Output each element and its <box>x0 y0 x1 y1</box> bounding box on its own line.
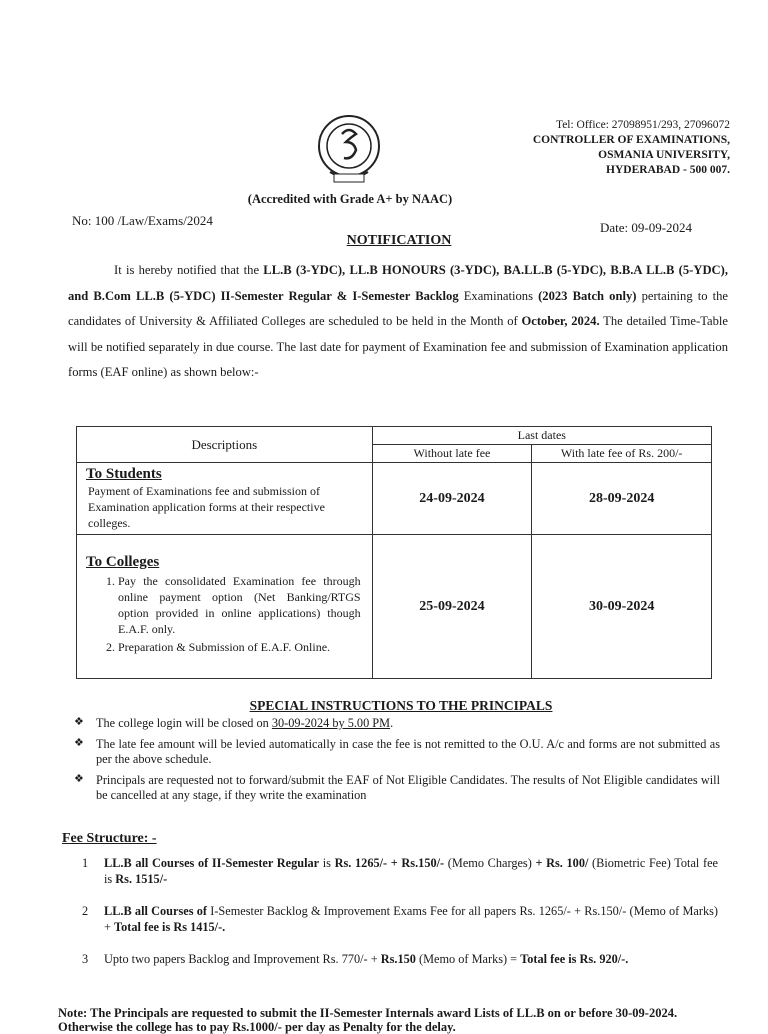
contact-block <box>533 118 730 178</box>
fee-item-number: 2 <box>82 904 89 918</box>
contact-city: HYDERABAD - 500 007. <box>606 164 730 176</box>
intro-text-1: It is hereby notified that the <box>114 263 264 277</box>
col-last-dates: Last dates <box>372 427 711 445</box>
fee-item-1-amount: Rs. 1265/- + Rs.150/- <box>334 856 445 870</box>
university-logo <box>316 112 382 188</box>
accreditation: (Accredited with Grade A+ by NAAC) <box>247 192 453 206</box>
instruction-item <box>74 773 720 803</box>
special-instructions-title: SPECIAL INSTRUCTIONS TO THE PRINCIPALS <box>249 698 553 713</box>
fee-item-2-course: LL.B all Courses of <box>104 904 207 918</box>
note: Note: The Principals are requested to submit the II-Semester Internals award Lists of LL.B on or before 30-09-2024. Otherwise the college has to pay Rs.1000/- per day as Penalty for the delay. <box>58 1006 678 1034</box>
intro-batch: (2023 Batch only) <box>538 288 637 303</box>
intro-courses: LL.B (3-YDC), LL.B HONOURS (3-YDC), BA.LL.B (5-YDC), B.B.A LL.B (5-YDC), and B.Com LL.B (5-YDC) II-Semester Regular & I-Semester Backlog <box>68 263 728 303</box>
fee-item-3-total: Total fee is Rs. 920/-. <box>520 952 629 966</box>
contact-controller: CONTROLLER OF EXAMINATIONS, <box>532 134 730 146</box>
colleges-without-date: 25-09-2024 <box>372 535 532 679</box>
intro-text-4: The detailed Time-Table will be notified separately in due course. The last date for payment of Examination fee and submission of Examination application forms (EAF online) as shown below:- <box>68 314 728 379</box>
fee-item <box>82 856 718 887</box>
contact-tel: Tel: Office: 27098951/293, 27096072 <box>555 119 730 131</box>
students-cell <box>77 463 373 535</box>
fee-item-2-total: Total fee is Rs 1415/-. <box>114 919 226 934</box>
instruction-3-text: Principals are requested not to forward/submit the EAF of Not Eligible Candidates. The results of Not Eligible candidates will be cancelled at any stage, if they write the examination <box>96 773 720 802</box>
fee-item-2-text: I-Semester Backlog & Improvement Exams Fee for all papers Rs. 1265/- + Rs.150/- (Memo of Marks) + <box>104 904 718 934</box>
col-descriptions: Descriptions <box>77 427 373 463</box>
fee-item <box>82 952 718 968</box>
instruction-2-text: The late fee amount will be levied automatically in case the fee is not remitted to the O.U. A/c and forms are not submitted as per the above schedule. <box>96 737 720 766</box>
colleges-with-date: 30-09-2024 <box>532 535 712 679</box>
notification-date: Date: 09-09-2024 <box>600 220 693 235</box>
colleges-cell <box>77 535 373 679</box>
instruction-1-end: . <box>390 716 394 730</box>
fee-structure-list <box>82 856 718 985</box>
fee-item-1-memo: (Memo Charges) <box>444 856 536 870</box>
reference-number: No: 100 /Law/Exams/2024 <box>72 213 213 228</box>
login-close-deadline: 30-09-2024 by 5.00 PM <box>271 716 391 730</box>
fee-item-3-memo: Rs.150 <box>380 952 416 966</box>
intro-paragraph <box>68 258 728 386</box>
col-with-late-fee: With late fee of Rs. 200/- <box>532 445 712 463</box>
fee-item-number: 1 <box>82 856 89 870</box>
fee-item-number: 3 <box>82 952 89 966</box>
diamond-bullet-icon: ❖ <box>74 773 84 785</box>
students-with-date: 28-09-2024 <box>532 463 712 535</box>
fee-item-1-total: Rs. 1515/- <box>115 871 168 886</box>
special-instructions-list <box>74 716 720 809</box>
col-without-late-fee: Without late fee <box>372 445 532 463</box>
fee-item-3-text: Upto two papers Backlog and Improvement Rs. 770/- + <box>104 952 381 966</box>
colleges-title: To Colleges <box>86 554 160 570</box>
instruction-1-text: The college login will be closed on <box>96 716 272 730</box>
colleges-item: 1. Pay the consolidated Examination fee through online payment option (Net Banking/RTGS option provided in online applications) though E.A.F. only. <box>118 573 371 637</box>
fee-item-1-bio-text: (Biometric Fee) Total fee is <box>104 856 718 886</box>
intro-month: October, 2024. <box>521 314 600 328</box>
fee-item-1-bio: + Rs. 100/ <box>535 856 589 870</box>
colleges-item: 2. Preparation & Submission of E.A.F. Online. <box>118 639 371 655</box>
fee-item-1-course: LL.B all Courses of II-Semester Regular <box>104 856 320 870</box>
fee-item <box>82 904 718 935</box>
intro-text-3: pertaining to the candidates of University & Affiliated Colleges are scheduled to be held in the Month of <box>68 288 729 328</box>
fee-item-1-text: is <box>319 856 335 870</box>
dates-table <box>76 426 712 679</box>
colleges-list <box>78 573 371 655</box>
fee-item-3-text-2: (Memo of Marks) = <box>415 952 521 966</box>
students-text: Payment of Examinations fee and submission of Examination application forms at their respective colleges. <box>88 484 325 530</box>
students-title: To Students <box>86 466 162 482</box>
contact-university: OSMANIA UNIVERSITY, <box>598 149 730 161</box>
instruction-item <box>74 737 720 767</box>
intro-text-2: Examinations <box>458 288 539 303</box>
diamond-bullet-icon: ❖ <box>74 737 84 749</box>
instruction-item <box>74 716 720 731</box>
fee-structure-title: Fee Structure: - <box>62 831 157 846</box>
diamond-bullet-icon: ❖ <box>74 716 84 728</box>
students-without-date: 24-09-2024 <box>372 463 532 535</box>
page-title: NOTIFICATION <box>346 233 452 248</box>
